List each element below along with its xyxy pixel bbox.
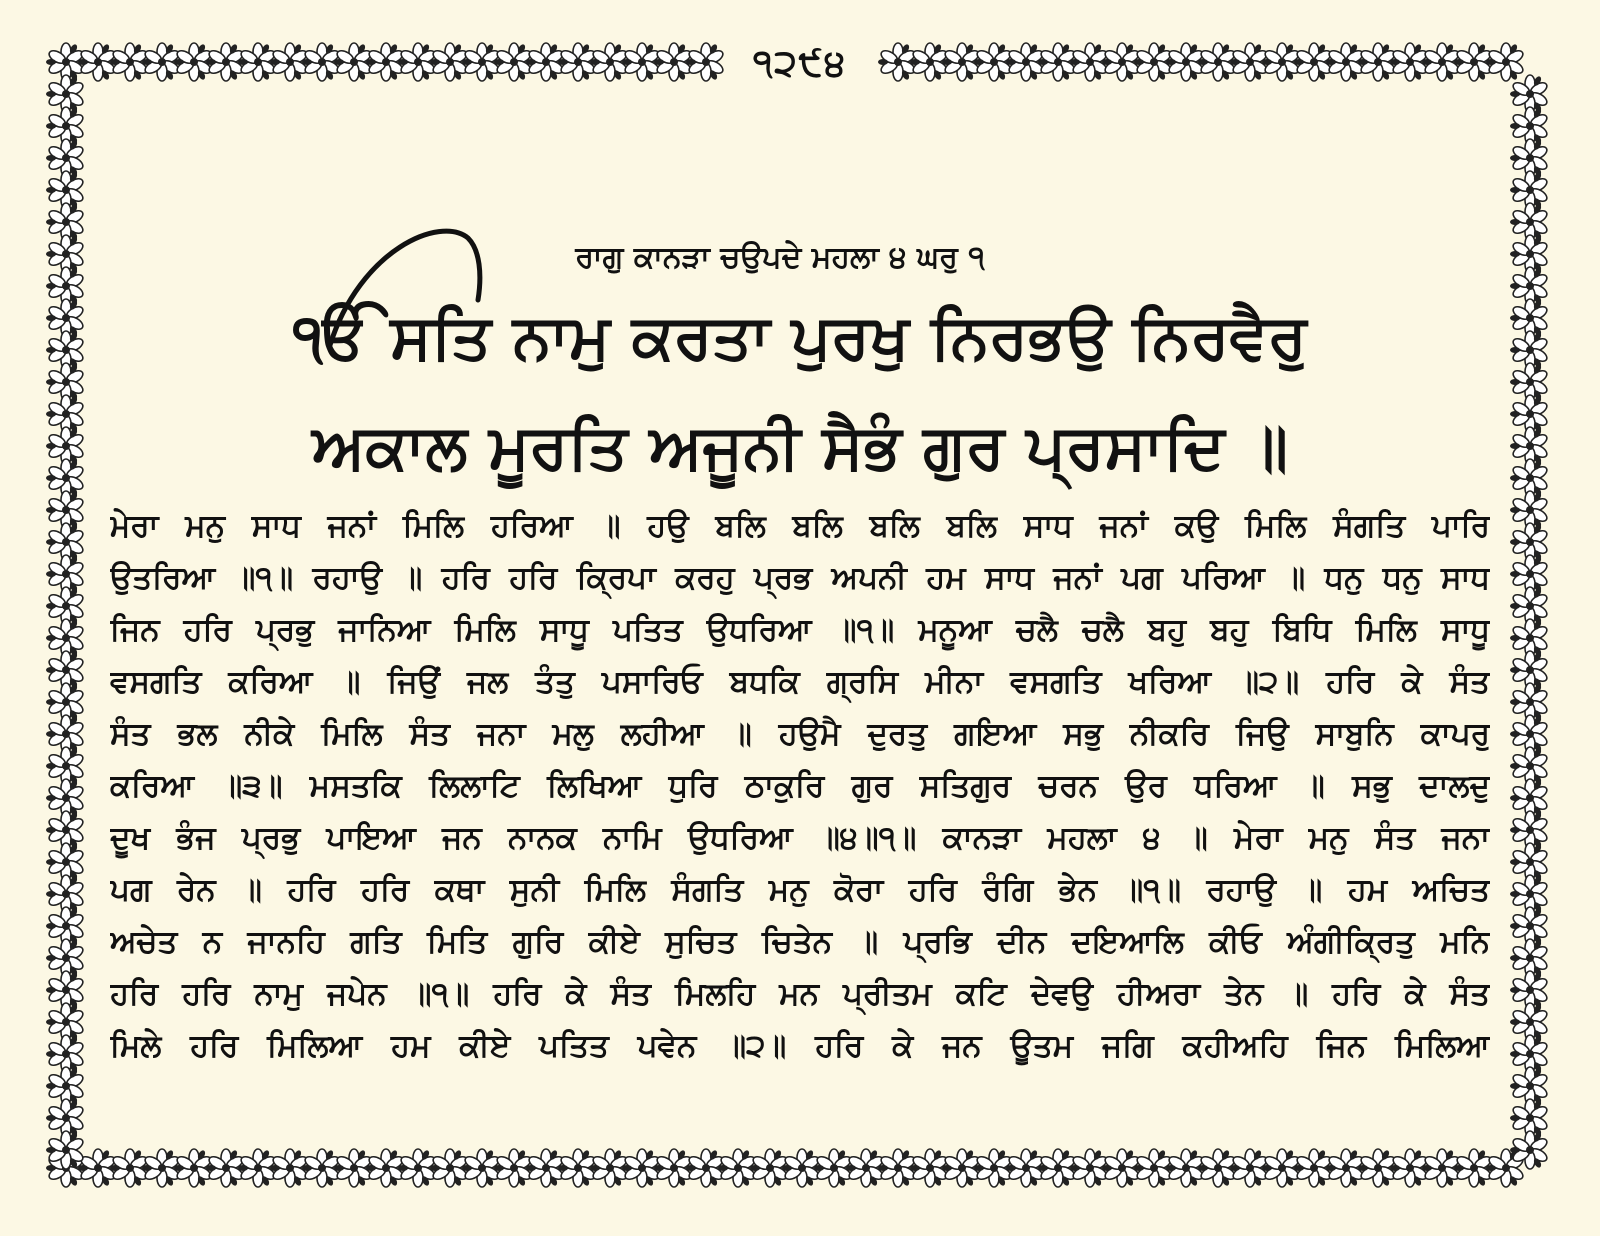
mool-mantar-line-1: ੴ ਸਤਿ ਨਾਮੁ ਕਰਤਾ ਪੁਰਖੁ ਨਿਰਭਉ ਨਿਰਵੈਰੁ (293, 300, 1307, 373)
verse-line: ਪਗ ਰੇਨ ॥ ਹਰਿ ਹਰਿ ਕਥਾ ਸੁਨੀ ਮਿਲਿ ਸੰਗਤਿ ਮਨੁ ਕੋਰਾ ਹਰਿ ਰੰਗਿ ਭੇਨ ॥੧॥ ਰਹਾਉ ॥ ਹਮ ਅਚਿਤ (110, 872, 1490, 908)
verse-line: ਦੂਖ ਭੰਜ ਪ੍ਰਭੁ ਪਾਇਆ ਜਨ ਨਾਨਕ ਨਾਮਿ ਉਧਰਿਆ ॥੪॥੧॥ ਕਾਨੜਾ ਮਹਲਾ ੪ ॥ ਮੇਰਾ ਮਨੁ ਸੰਤ ਜਨਾ (110, 820, 1490, 856)
raag-heading: ਰਾਗੁ ਕਾਨੜਾ ਚਉਪਦੇ ਮਹਲਾ ੪ ਘਰੁ ੧ (575, 240, 985, 275)
verse-line: ਅਚੇਤ ਨ ਜਾਨਹਿ ਗਤਿ ਮਿਤਿ ਗੁਰਿ ਕੀਏ ਸੁਚਿਤ ਚਿਤੇਨ ॥ ਪ੍ਰਭਿ ਦੀਨ ਦਇਆਲਿ ਕੀਓ ਅੰਗੀਕ੍ਰਿਤੁ ਮਨਿ (110, 924, 1490, 960)
verse-line: ਮਿਲੇ ਹਰਿ ਮਿਲਿਆ ਹਮ ਕੀਏ ਪਤਿਤ ਪਵੇਨ ॥੨॥ ਹਰਿ ਕੇ ਜਨ ਊਤਮ ਜਗਿ ਕਹੀਅਹਿ ਜਿਨ ਮਿਲਿਆ (110, 1028, 1490, 1064)
page-number: ੧੨੯੪ (740, 36, 860, 92)
mool-mantar-line-2: ਅਕਾਲ ਮੂਰਤਿ ਅਜੂਨੀ ਸੈਭੰ ਗੁਰ ਪ੍ਰਸਾਦਿ ॥ (312, 410, 1288, 483)
verse-line: ਉਤਰਿਆ ॥੧॥ ਰਹਾਉ ॥ ਹਰਿ ਹਰਿ ਕ੍ਰਿਪਾ ਕਰਹੁ ਪ੍ਰਭ ਅਪਨੀ ਹਮ ਸਾਧ ਜਨਾਂ ਪਗ ਪਰਿਆ ॥ ਧਨੁ ਧਨੁ ਸਾਧ (110, 560, 1490, 596)
verse-line: ਸੰਤ ਭਲ ਨੀਕੇ ਮਿਲਿ ਸੰਤ ਜਨਾ ਮਲੁ ਲਹੀਆ ॥ ਹਉਮੈ ਦੁਰਤੁ ਗਇਆ ਸਭੁ ਨੀਕਰਿ ਜਿਉ ਸਾਬੁਨਿ ਕਾਪਰੁ (110, 716, 1490, 752)
verse-line: ਮੇਰਾ ਮਨੁ ਸਾਧ ਜਨਾਂ ਮਿਲਿ ਹਰਿਆ ॥ ਹਉ ਬਲਿ ਬਲਿ ਬਲਿ ਬਲਿ ਸਾਧ ਜਨਾਂ ਕਉ ਮਿਲਿ ਸੰਗਤਿ ਪਾਰਿ (110, 508, 1490, 544)
verse-line: ਜਿਨ ਹਰਿ ਪ੍ਰਭੁ ਜਾਨਿਆ ਮਿਲਿ ਸਾਧੂ ਪਤਿਤ ਉਧਰਿਆ ॥੧॥ ਮਨੂਆ ਚਲੈ ਚਲੈ ਬਹੁ ਬਹੁ ਬਿਧਿ ਮਿਲਿ ਸਾਧੂ (110, 612, 1490, 648)
verse-line: ਹਰਿ ਹਰਿ ਨਾਮੁ ਜਪੇਨ ॥੧॥ ਹਰਿ ਕੇ ਸੰਤ ਮਿਲਹਿ ਮਨ ਪ੍ਰੀਤਮ ਕਟਿ ਦੇਵਉ ਹੀਅਰਾ ਤੇਨ ॥ ਹਰਿ ਕੇ ਸੰਤ (110, 976, 1490, 1012)
verse-line: ਕਰਿਆ ॥੩॥ ਮਸਤਕਿ ਲਿਲਾਟਿ ਲਿਖਿਆ ਧੁਰਿ ਠਾਕੁਰਿ ਗੁਰ ਸਤਿਗੁਰ ਚਰਨ ਉਰ ਧਰਿਆ ॥ ਸਭੁ ਦਾਲਦੁ (110, 768, 1490, 804)
verse-line: ਵਸਗਤਿ ਕਰਿਆ ॥ ਜਿਉਂ ਜਲ ਤੰਤੁ ਪਸਾਰਿਓ ਬਧਕਿ ਗ੍ਰਸਿ ਮੀਨਾ ਵਸਗਤਿ ਖਰਿਆ ॥੨॥ ਹਰਿ ਕੇ ਸੰਤ (110, 664, 1490, 700)
verse-block (110, 500, 1490, 1072)
